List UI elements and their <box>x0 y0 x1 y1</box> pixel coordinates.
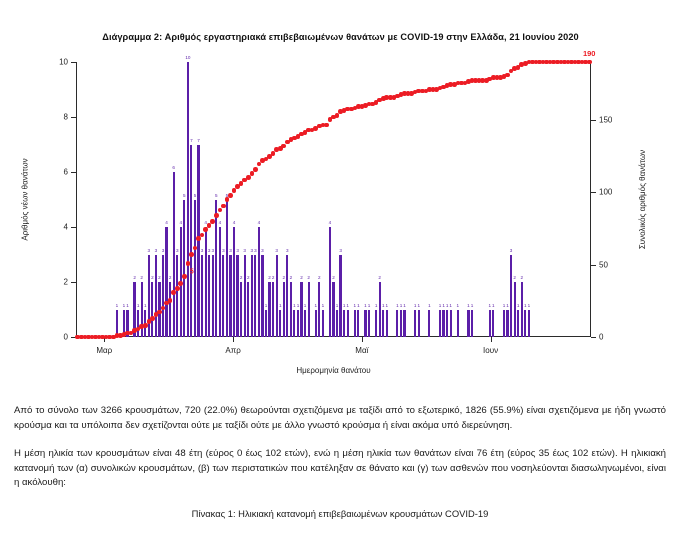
bar-value-label: 4 <box>204 220 207 225</box>
bar <box>258 227 260 337</box>
x-tick <box>233 337 234 342</box>
y-tick-label-left: 8 <box>63 112 68 122</box>
bar-value-label: 3 <box>229 247 232 253</box>
bar <box>137 310 139 338</box>
bar <box>510 255 512 338</box>
bar <box>521 282 523 337</box>
bar-value-label: 7 <box>190 137 193 143</box>
bar <box>492 310 494 338</box>
bar <box>276 255 278 338</box>
bar-value-label: 3 <box>243 247 246 253</box>
bar-value-label: 1 <box>456 302 460 308</box>
cumulative-point <box>214 213 219 218</box>
bar-value-label: 3 <box>261 247 264 253</box>
bar-value-label: 2 <box>168 275 172 280</box>
bar-value-label: 1 <box>399 302 403 308</box>
bar <box>190 145 192 338</box>
bar <box>382 310 384 338</box>
y-tick-label-right: 0 <box>599 332 604 342</box>
cumulative-point <box>196 236 201 241</box>
bar-value-label: 1 <box>303 302 307 308</box>
y-tick-label-right: 100 <box>599 187 613 197</box>
bar <box>286 255 288 338</box>
cumulative-point <box>324 123 329 128</box>
bar-value-label: 6 <box>172 165 175 170</box>
cumulative-point <box>246 175 251 180</box>
bar <box>503 310 505 338</box>
cumulative-mid-annotation: 5 <box>189 268 194 276</box>
bar-value-label: 3 <box>339 247 342 253</box>
bar <box>450 310 452 338</box>
bar-value-label: 1 <box>396 302 399 308</box>
bar-value-label: 2 <box>318 275 321 280</box>
bar-value-label: 1 <box>417 302 421 308</box>
bar <box>201 255 203 338</box>
bar-value-label: 4 <box>179 220 183 225</box>
bar-value-label: 1 <box>115 302 119 308</box>
bar-value-label: 5 <box>225 192 229 198</box>
bar-value-label: 5 <box>193 192 197 198</box>
cumulative-point <box>182 274 187 279</box>
bar <box>212 255 214 338</box>
bar <box>272 282 274 337</box>
bar <box>379 282 381 337</box>
bar <box>354 310 356 338</box>
bar-value-label: 1 <box>403 302 406 308</box>
bar <box>183 200 185 338</box>
bar <box>339 255 341 338</box>
bar-value-label: 1 <box>353 302 357 308</box>
bar-value-label: 1 <box>516 302 520 308</box>
y-tick-label-left: 10 <box>59 57 68 67</box>
bar <box>236 255 238 338</box>
paragraph-1: Από το σύνολο των 3266 κρουσμάτων, 720 (22.0%) θεωρούνται σχετιζόμενα με ταξίδι από το εξωτερικό, 1826 (55.9%) είναι σχετιζόμενα με ήδη γνωστό κρούσμα και τα υπόλοιπα δεν σχετίζονται ούτε με ταξίδι ούτε με άλλο γνωστό κρούσμα ή είναι ακόμα υπό διερεύνηση. <box>14 405 666 431</box>
x-tick-label: Μαϊ <box>355 346 369 355</box>
bar-value-label: 1 <box>506 302 509 308</box>
y-tick-label-left: 4 <box>63 222 68 232</box>
bar <box>222 255 224 338</box>
y-tick-left <box>71 282 76 283</box>
bar-value-label: 1 <box>143 302 147 308</box>
plot-area <box>59 49 613 355</box>
bar <box>283 282 285 337</box>
bar-value-label: 2 <box>246 275 250 280</box>
bar-value-label: 2 <box>289 275 293 280</box>
bar-value-label: 1 <box>445 302 449 308</box>
bar-value-label: 1 <box>438 302 442 308</box>
bar <box>233 227 235 337</box>
cumulative-point <box>335 113 340 118</box>
bar-value-label: 4 <box>232 220 236 225</box>
bar <box>268 282 270 337</box>
bar <box>357 310 359 338</box>
x-tick-label: Απρ <box>225 346 241 355</box>
y-axis-label-left-text: Αριθμός νέων θανάτων <box>20 158 30 241</box>
y-axis-right-line <box>590 62 591 337</box>
bar <box>428 310 430 338</box>
bar <box>265 310 267 338</box>
cumulative-total-annotation: 190 <box>582 49 596 58</box>
cumulative-point <box>157 310 162 315</box>
y-axis-label-left <box>18 62 32 337</box>
bar-value-label: 2 <box>133 275 136 280</box>
bar-value-label: 1 <box>296 302 300 308</box>
bar <box>418 310 420 338</box>
bar-value-label: 1 <box>385 302 389 308</box>
cumulative-point <box>505 73 510 78</box>
bar <box>343 310 345 338</box>
bar <box>332 282 334 337</box>
cumulative-point <box>218 208 223 213</box>
bar <box>506 310 508 338</box>
bar <box>400 310 402 338</box>
bar <box>347 310 349 338</box>
cumulative-point <box>281 144 286 149</box>
bar <box>528 310 530 338</box>
cumulative-point <box>150 316 155 321</box>
cumulative-point <box>221 204 226 209</box>
bar-value-label: 1 <box>342 302 346 308</box>
bar <box>446 310 448 338</box>
plot-inner <box>59 49 613 355</box>
y-axis-left-line <box>76 62 77 337</box>
bar <box>489 310 491 338</box>
bar <box>467 310 469 338</box>
bar-value-label: 1 <box>122 302 126 308</box>
chart-title: Διάγραμμα 2: Αριθμός εργαστηριακά επιβεβαιωμένων θανάτων με COVID-19 στην Ελλάδα, 21 Ιουνίου 2020 <box>102 32 579 42</box>
x-tick <box>362 337 363 342</box>
bar <box>439 310 441 338</box>
y-tick-left <box>71 227 76 228</box>
cumulative-point <box>257 162 262 167</box>
bar <box>205 227 207 337</box>
bar <box>524 310 526 338</box>
bar-value-label: 2 <box>282 275 286 280</box>
bar-value-label: 4 <box>218 220 222 225</box>
bar-value-label: 1 <box>293 302 296 308</box>
bar-value-label: 4 <box>328 220 332 225</box>
y-tick-label-right: 150 <box>599 115 613 125</box>
bar-value-label: 5 <box>215 192 218 198</box>
y-tick-label-left: 2 <box>63 277 68 287</box>
bar <box>364 310 366 338</box>
bar-value-label: 2 <box>300 275 303 280</box>
paragraph-2: Η μέση ηλικία των κρουσμάτων είναι 48 έτη (εύρος 0 έως 102 ετών), ενώ η μέση ηλικία των θανάτων είναι 76 έτη (εύρος 35 έως 102 ετών). Η ηλικιακή κατανομή των (α) συνολικών κρουσμάτων, (β) των περιστατικών που κατέληξαν σε θάνατο και (γ) των ασθενών που νοσηλεύονται διασωληνωμένοι, είναι η ακόλουθη: <box>14 447 666 489</box>
bar <box>251 255 253 338</box>
bar <box>297 310 299 338</box>
bar <box>304 310 306 338</box>
bar <box>403 310 405 338</box>
bar <box>322 310 324 338</box>
bar-value-label: 2 <box>158 275 161 280</box>
y-tick-left <box>71 62 76 63</box>
cumulative-point <box>271 151 276 156</box>
bar-value-label: 5 <box>183 192 186 198</box>
bar <box>155 255 157 338</box>
bar <box>187 62 189 337</box>
bar-value-label: 1 <box>367 302 371 308</box>
bar <box>173 172 175 337</box>
bar-value-label: 1 <box>335 302 339 308</box>
cumulative-point <box>232 188 237 193</box>
bar <box>148 255 150 338</box>
bar-value-label: 3 <box>161 247 165 253</box>
table-caption: Πίνακας 1: Ηλικιακή κατανομή επιβεβαιωμένων κρουσμάτων COVID-19 <box>191 508 489 520</box>
bar-value-label: 1 <box>449 302 452 308</box>
cumulative-point <box>175 286 180 291</box>
body-text <box>14 404 666 522</box>
bar-value-label: 1 <box>527 302 531 308</box>
bar <box>165 227 167 337</box>
y-axis-label-right <box>636 62 650 337</box>
bar-value-label: 2 <box>513 275 516 280</box>
bar <box>162 255 164 338</box>
cumulative-point <box>171 290 176 295</box>
bar-value-label: 2 <box>151 275 154 280</box>
bar-value-label: 1 <box>467 302 470 308</box>
cumulative-point <box>168 298 173 303</box>
bar-value-label: 2 <box>520 275 524 280</box>
bar-value-label: 1 <box>428 302 431 308</box>
bar-value-label: 1 <box>524 302 527 308</box>
bar-value-label: 1 <box>488 302 492 308</box>
bar <box>414 310 416 338</box>
cumulative-point <box>253 167 258 172</box>
cumulative-point <box>203 227 208 232</box>
y-tick-left <box>71 172 76 173</box>
bar-value-label: 4 <box>165 220 168 225</box>
y-tick-label-right: 50 <box>599 260 608 270</box>
bar <box>517 310 519 338</box>
bar <box>315 310 317 338</box>
y-tick-label-left: 6 <box>63 167 68 177</box>
bar <box>329 227 331 337</box>
bar <box>247 282 249 337</box>
bar-value-label: 1 <box>374 302 378 308</box>
bar <box>194 200 196 338</box>
bar <box>368 310 370 338</box>
bar <box>176 255 178 338</box>
bar <box>290 282 292 337</box>
bar-value-label: 2 <box>378 275 381 280</box>
cumulative-point <box>178 281 183 286</box>
bar <box>308 282 310 337</box>
bar-value-label: 3 <box>250 247 254 253</box>
bar <box>254 255 256 338</box>
bar-value-label: 1 <box>357 302 360 308</box>
bar-value-label: 2 <box>271 275 275 280</box>
bar-value-label: 1 <box>321 302 325 308</box>
cumulative-point <box>207 223 212 228</box>
bar-value-label: 3 <box>154 247 158 253</box>
y-tick-left <box>71 117 76 118</box>
bar-value-label: 3 <box>275 247 278 253</box>
bar <box>226 200 228 338</box>
y-tick-right <box>591 192 596 193</box>
cumulative-point <box>143 323 148 328</box>
bar <box>219 227 221 337</box>
bar-value-label: 3 <box>147 247 151 253</box>
bar-value-label: 1 <box>381 302 385 308</box>
x-axis-label: Ημερομηνία θανάτου <box>296 366 371 375</box>
bar-value-label: 1 <box>470 302 474 308</box>
y-tick-right <box>591 337 596 338</box>
bar <box>386 310 388 338</box>
bar-value-label: 1 <box>413 302 417 308</box>
bar <box>279 310 281 338</box>
cumulative-point <box>225 192 233 198</box>
cumulative-point <box>186 261 191 266</box>
bar-value-label: 7 <box>197 137 200 143</box>
bar <box>442 310 444 338</box>
bar-value-label: 10 <box>185 55 191 60</box>
bar-value-label: 1 <box>136 302 140 308</box>
bar <box>396 310 398 338</box>
y-tick-right <box>591 265 596 266</box>
bar-value-label: 2 <box>268 275 271 280</box>
bar-value-label: 3 <box>236 247 239 253</box>
bar <box>471 310 473 338</box>
x-tick-label: Μαρ <box>96 346 113 355</box>
bar-value-label: 2 <box>140 275 143 280</box>
bar <box>457 310 459 338</box>
bar-value-label: 1 <box>278 302 282 308</box>
bar <box>318 282 320 337</box>
cumulative-point <box>189 252 194 257</box>
bar-value-label: 3 <box>200 247 204 253</box>
cumulative-point <box>587 60 592 65</box>
bar <box>244 255 246 338</box>
bar-value-label: 3 <box>207 247 211 253</box>
bar-value-label: 3 <box>175 247 179 253</box>
bar <box>229 255 231 338</box>
bar-value-label: 2 <box>239 275 243 280</box>
bar-value-label: 3 <box>254 247 257 253</box>
bar <box>151 282 153 337</box>
bar-value-label: 1 <box>346 302 349 308</box>
cumulative-point <box>225 197 230 202</box>
x-tick <box>491 337 492 342</box>
x-tick-label: Ιουν <box>483 346 499 355</box>
bar-value-label: 1 <box>264 302 268 308</box>
y-tick-label-left: 0 <box>63 332 68 342</box>
bar-value-label: 1 <box>126 302 129 308</box>
bar <box>240 282 242 337</box>
cumulative-point <box>239 181 244 186</box>
cumulative-point <box>250 171 255 176</box>
bar-value-label: 3 <box>286 247 289 253</box>
bar-value-label: 1 <box>442 302 445 308</box>
y-axis-label-right-text: Συνολικός αριθμός θανάτων <box>638 149 648 250</box>
y-tick-right <box>591 120 596 121</box>
bar <box>208 255 210 338</box>
bar <box>336 310 338 338</box>
bar-value-label: 1 <box>492 302 495 308</box>
bar-value-label: 3 <box>509 247 513 253</box>
bar-value-label: 4 <box>257 220 261 225</box>
bar-value-label: 2 <box>332 275 335 280</box>
bar <box>293 310 295 338</box>
bar <box>300 282 302 337</box>
bar-value-label: 1 <box>502 302 506 308</box>
bar-value-label: 1 <box>314 302 318 308</box>
bar <box>261 255 263 338</box>
bar <box>375 310 377 338</box>
bar-value-label: 3 <box>222 247 225 253</box>
bar-value-label: 2 <box>307 275 310 280</box>
bar <box>215 200 217 338</box>
bar <box>514 282 516 337</box>
bar-value-label: 1 <box>364 302 367 308</box>
bar-value-label: 3 <box>211 247 215 253</box>
